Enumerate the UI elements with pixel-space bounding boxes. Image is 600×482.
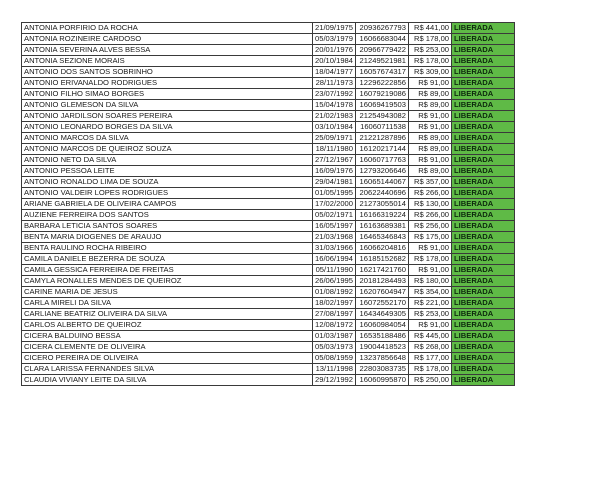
value-cell[interactable]: R$ 266,00 [409,188,452,199]
id-number-cell[interactable]: 16434649305 [356,309,409,320]
name-cell[interactable]: ANTONIA SEVERINA ALVES BESSA [22,45,313,56]
status-cell[interactable]: LIBERADA [452,221,515,232]
value-cell[interactable]: R$ 177,00 [409,353,452,364]
id-number-cell[interactable]: 12296222856 [356,78,409,89]
status-cell[interactable]: LIBERADA [452,254,515,265]
birth-date-cell[interactable]: 15/04/1978 [313,100,356,111]
id-number-cell[interactable]: 19004418523 [356,342,409,353]
status-cell[interactable]: LIBERADA [452,155,515,166]
name-cell[interactable]: ANTONIO FILHO SIMAO BORGES [22,89,313,100]
status-cell[interactable]: LIBERADA [452,166,515,177]
table-row [22,320,515,331]
id-number-cell[interactable]: 16065144067 [356,177,409,188]
name-cell[interactable]: ANTONIO JARDILSON SOARES PEREIRA [22,111,313,122]
status-cell[interactable]: LIBERADA [452,364,515,375]
name-cell[interactable]: CAMILA GESSICA FERREIRA DE FREITAS [22,265,313,276]
name-cell[interactable]: ANTONIO GLEMESON DA SILVA [22,100,313,111]
value-cell[interactable]: R$ 357,00 [409,177,452,188]
table-row [22,287,515,298]
status-cell[interactable]: LIBERADA [452,375,515,386]
birth-date-cell[interactable]: 25/09/1971 [313,133,356,144]
birth-date-cell[interactable]: 28/11/1973 [313,78,356,89]
name-cell[interactable]: ANTONIO VALDEIR LOPES RODRIGUES [22,188,313,199]
value-cell[interactable]: R$ 91,00 [409,155,452,166]
value-cell[interactable]: R$ 178,00 [409,34,452,45]
value-cell[interactable]: R$ 178,00 [409,254,452,265]
id-number-cell[interactable]: 16072552170 [356,298,409,309]
name-cell[interactable]: ANTONIO PESSOA LEITE [22,166,313,177]
value-cell[interactable]: R$ 91,00 [409,122,452,133]
status-cell[interactable]: LIBERADA [452,133,515,144]
name-cell[interactable]: ANTONIO LEONARDO BORGES DA SILVA [22,122,313,133]
name-cell[interactable]: CLAUDIA VIVIANY LEITE DA SILVA [22,375,313,386]
id-number-cell[interactable]: 16166319224 [356,210,409,221]
table-row [22,177,515,188]
table-row [22,254,515,265]
value-cell[interactable]: R$ 256,00 [409,221,452,232]
value-cell[interactable]: R$ 268,00 [409,342,452,353]
name-cell[interactable]: CICERA CLEMENTE DE OLIVEIRA [22,342,313,353]
status-cell[interactable]: LIBERADA [452,100,515,111]
birth-date-cell[interactable]: 05/08/1959 [313,353,356,364]
birth-date-cell[interactable]: 16/06/1994 [313,254,356,265]
value-cell[interactable]: R$ 91,00 [409,320,452,331]
status-cell[interactable]: LIBERADA [452,298,515,309]
id-number-cell[interactable]: 16120217144 [356,144,409,155]
name-cell[interactable]: AUZIENE FERREIRA DOS SANTOS [22,210,313,221]
value-cell[interactable]: R$ 441,00 [409,23,452,34]
table-row [22,210,515,221]
table-row [22,232,515,243]
table-row [22,34,515,45]
id-number-cell[interactable]: 16066204816 [356,243,409,254]
birth-date-cell[interactable]: 01/08/1992 [313,287,356,298]
table-row [22,342,515,353]
birth-date-cell[interactable]: 26/06/1995 [313,276,356,287]
birth-date-cell[interactable]: 31/03/1966 [313,243,356,254]
name-cell[interactable]: BENTA MARIA DIOGENES DE ARAUJO [22,232,313,243]
table-row [22,155,515,166]
value-cell[interactable]: R$ 130,00 [409,199,452,210]
value-cell[interactable]: R$ 445,00 [409,331,452,342]
id-number-cell[interactable]: 20936267793 [356,23,409,34]
status-cell[interactable]: LIBERADA [452,45,515,56]
status-cell[interactable]: LIBERADA [452,56,515,67]
birth-date-cell[interactable]: 21/03/1968 [313,232,356,243]
id-number-cell[interactable]: 16535188486 [356,331,409,342]
birth-date-cell[interactable]: 27/08/1997 [313,309,356,320]
birth-date-cell[interactable]: 12/08/1972 [313,320,356,331]
birth-date-cell[interactable]: 16/09/1976 [313,166,356,177]
status-cell[interactable]: LIBERADA [452,199,515,210]
name-cell[interactable]: CAMILA DANIELE BEZERRA DE SOUZA [22,254,313,265]
id-number-cell[interactable]: 16217421760 [356,265,409,276]
value-cell[interactable]: R$ 253,00 [409,309,452,320]
id-number-cell[interactable]: 20181284493 [356,276,409,287]
id-number-cell[interactable]: 16057674317 [356,67,409,78]
value-cell[interactable]: R$ 180,00 [409,276,452,287]
table-row [22,78,515,89]
table-row [22,166,515,177]
status-cell[interactable]: LIBERADA [452,78,515,89]
beneficiary-table [21,22,515,386]
id-number-cell[interactable]: 16465346843 [356,232,409,243]
value-cell[interactable]: R$ 178,00 [409,364,452,375]
birth-date-cell[interactable]: 18/11/1980 [313,144,356,155]
birth-date-cell[interactable]: 18/02/1997 [313,298,356,309]
table-row [22,188,515,199]
table-row [22,144,515,155]
birth-date-cell[interactable]: 29/12/1992 [313,375,356,386]
name-cell[interactable]: BENTA RAULINO ROCHA RIBEIRO [22,243,313,254]
table-row [22,298,515,309]
table-row [22,243,515,254]
table-row [22,276,515,287]
table-row [22,133,515,144]
value-cell[interactable]: R$ 253,00 [409,45,452,56]
value-cell[interactable]: R$ 89,00 [409,144,452,155]
status-cell[interactable]: LIBERADA [452,34,515,45]
birth-date-cell[interactable]: 23/07/1992 [313,89,356,100]
id-number-cell[interactable]: 16060984054 [356,320,409,331]
birth-date-cell[interactable]: 17/02/2000 [313,199,356,210]
status-cell[interactable]: LIBERADA [452,265,515,276]
name-cell[interactable]: CARLOS ALBERTO DE QUEIROZ [22,320,313,331]
id-number-cell[interactable]: 13237856648 [356,353,409,364]
status-cell[interactable]: LIBERADA [452,232,515,243]
value-cell[interactable]: R$ 309,00 [409,67,452,78]
name-cell[interactable]: ANTONIO RONALDO LIMA DE SOUZA [22,177,313,188]
name-cell[interactable]: ANTONIO ERIVANALDO RODRIGUES [22,78,313,89]
table-row [22,265,515,276]
name-cell[interactable]: CICERO PEREIRA DE OLIVEIRA [22,353,313,364]
value-cell[interactable]: R$ 266,00 [409,210,452,221]
birth-date-cell[interactable]: 01/05/1995 [313,188,356,199]
status-cell[interactable]: LIBERADA [452,89,515,100]
table-row [22,331,515,342]
status-cell[interactable]: LIBERADA [452,320,515,331]
birth-date-cell[interactable]: 18/04/1977 [313,67,356,78]
beneficiary-table-body [22,23,515,386]
name-cell[interactable]: BARBARA LETICIA SANTOS SOARES [22,221,313,232]
status-cell[interactable]: LIBERADA [452,210,515,221]
table-row [22,199,515,210]
name-cell[interactable]: CLARA LARISSA FERNANDES SILVA [22,364,313,375]
id-number-cell[interactable]: 22803083735 [356,364,409,375]
status-cell[interactable]: LIBERADA [452,177,515,188]
table-row [22,23,515,34]
id-number-cell[interactable]: 12793206646 [356,166,409,177]
table-row [22,309,515,320]
status-cell[interactable]: LIBERADA [452,111,515,122]
name-cell[interactable]: CARLA MIRELI DA SILVA [22,298,313,309]
table-row [22,56,515,67]
table-row [22,364,515,375]
birth-date-cell[interactable]: 20/10/1984 [313,56,356,67]
table-row [22,45,515,56]
birth-date-cell[interactable]: 05/11/1990 [313,265,356,276]
birth-date-cell[interactable]: 16/05/1997 [313,221,356,232]
name-cell[interactable]: CICERA BALDUINO BESSA [22,331,313,342]
name-cell[interactable]: ANTONIO MARCOS DE QUEIROZ SOUZA [22,144,313,155]
name-cell[interactable]: ANTONIA SEZIONE MORAIS [22,56,313,67]
status-cell[interactable]: LIBERADA [452,243,515,254]
id-number-cell[interactable]: 16060995870 [356,375,409,386]
id-number-cell[interactable]: 16069419503 [356,100,409,111]
status-cell[interactable]: LIBERADA [452,188,515,199]
value-cell[interactable]: R$ 91,00 [409,111,452,122]
value-cell[interactable]: R$ 89,00 [409,133,452,144]
id-number-cell[interactable]: 16079219086 [356,89,409,100]
status-cell[interactable]: LIBERADA [452,23,515,34]
table-row [22,100,515,111]
id-number-cell[interactable]: 20622440696 [356,188,409,199]
id-number-cell[interactable]: 21221287896 [356,133,409,144]
table-row [22,375,515,386]
id-number-cell[interactable]: 16207604947 [356,287,409,298]
name-cell[interactable]: CAMYLA RONALLES MENDES DE QUEIROZ [22,276,313,287]
value-cell[interactable]: R$ 175,00 [409,232,452,243]
value-cell[interactable]: R$ 91,00 [409,265,452,276]
table-row [22,111,515,122]
id-number-cell[interactable]: 16066683044 [356,34,409,45]
birth-date-cell[interactable]: 21/02/1983 [313,111,356,122]
status-cell[interactable]: LIBERADA [452,342,515,353]
status-cell[interactable]: LIBERADA [452,122,515,133]
id-number-cell[interactable]: 16185152682 [356,254,409,265]
status-cell[interactable]: LIBERADA [452,67,515,78]
status-cell[interactable]: LIBERADA [452,276,515,287]
value-cell[interactable]: R$ 91,00 [409,243,452,254]
name-cell[interactable]: ANTONIA ROZINEIRE CARDOSO [22,34,313,45]
value-cell[interactable]: R$ 89,00 [409,89,452,100]
id-number-cell[interactable]: 16060711538 [356,122,409,133]
birth-date-cell[interactable]: 29/04/1981 [313,177,356,188]
value-cell[interactable]: R$ 89,00 [409,166,452,177]
id-number-cell[interactable]: 16163689381 [356,221,409,232]
name-cell[interactable]: ANTONIO MARCOS DA SILVA [22,133,313,144]
table-row [22,67,515,78]
status-cell[interactable]: LIBERADA [452,353,515,364]
status-cell[interactable]: LIBERADA [452,309,515,320]
id-number-cell[interactable]: 21249521981 [356,56,409,67]
value-cell[interactable]: R$ 221,00 [409,298,452,309]
id-number-cell[interactable]: 20966779422 [356,45,409,56]
birth-date-cell[interactable]: 03/10/1984 [313,122,356,133]
birth-date-cell[interactable]: 20/01/1976 [313,45,356,56]
table-row [22,221,515,232]
name-cell[interactable]: ARIANE GABRIELA DE OLIVEIRA CAMPOS [22,199,313,210]
status-cell[interactable]: LIBERADA [452,331,515,342]
value-cell[interactable]: R$ 354,00 [409,287,452,298]
id-number-cell[interactable]: 21254943082 [356,111,409,122]
table-row [22,353,515,364]
birth-date-cell[interactable]: 05/02/1971 [313,210,356,221]
id-number-cell[interactable]: 21273055014 [356,199,409,210]
birth-date-cell[interactable]: 01/03/1987 [313,331,356,342]
name-cell[interactable]: ANTONIO DOS SANTOS SOBRINHO [22,67,313,78]
value-cell[interactable]: R$ 250,00 [409,375,452,386]
id-number-cell[interactable]: 16060717763 [356,155,409,166]
birth-date-cell[interactable]: 05/03/1973 [313,342,356,353]
name-cell[interactable]: CARLIANE BEATRIZ OLIVEIRA DA SILVA [22,309,313,320]
name-cell[interactable]: ANTONIO NETO DA SILVA [22,155,313,166]
table-row [22,122,515,133]
birth-date-cell[interactable]: 13/11/1998 [313,364,356,375]
value-cell[interactable]: R$ 178,00 [409,56,452,67]
status-cell[interactable]: LIBERADA [452,287,515,298]
status-cell[interactable]: LIBERADA [452,144,515,155]
birth-date-cell[interactable]: 27/12/1967 [313,155,356,166]
name-cell[interactable]: ANTONIA PORFIRIO DA ROCHA [22,23,313,34]
value-cell[interactable]: R$ 89,00 [409,100,452,111]
birth-date-cell[interactable]: 05/03/1979 [313,34,356,45]
birth-date-cell[interactable]: 21/09/1975 [313,23,356,34]
value-cell[interactable]: R$ 91,00 [409,78,452,89]
name-cell[interactable]: CARINE MARIA DE JESUS [22,287,313,298]
table-row [22,89,515,100]
